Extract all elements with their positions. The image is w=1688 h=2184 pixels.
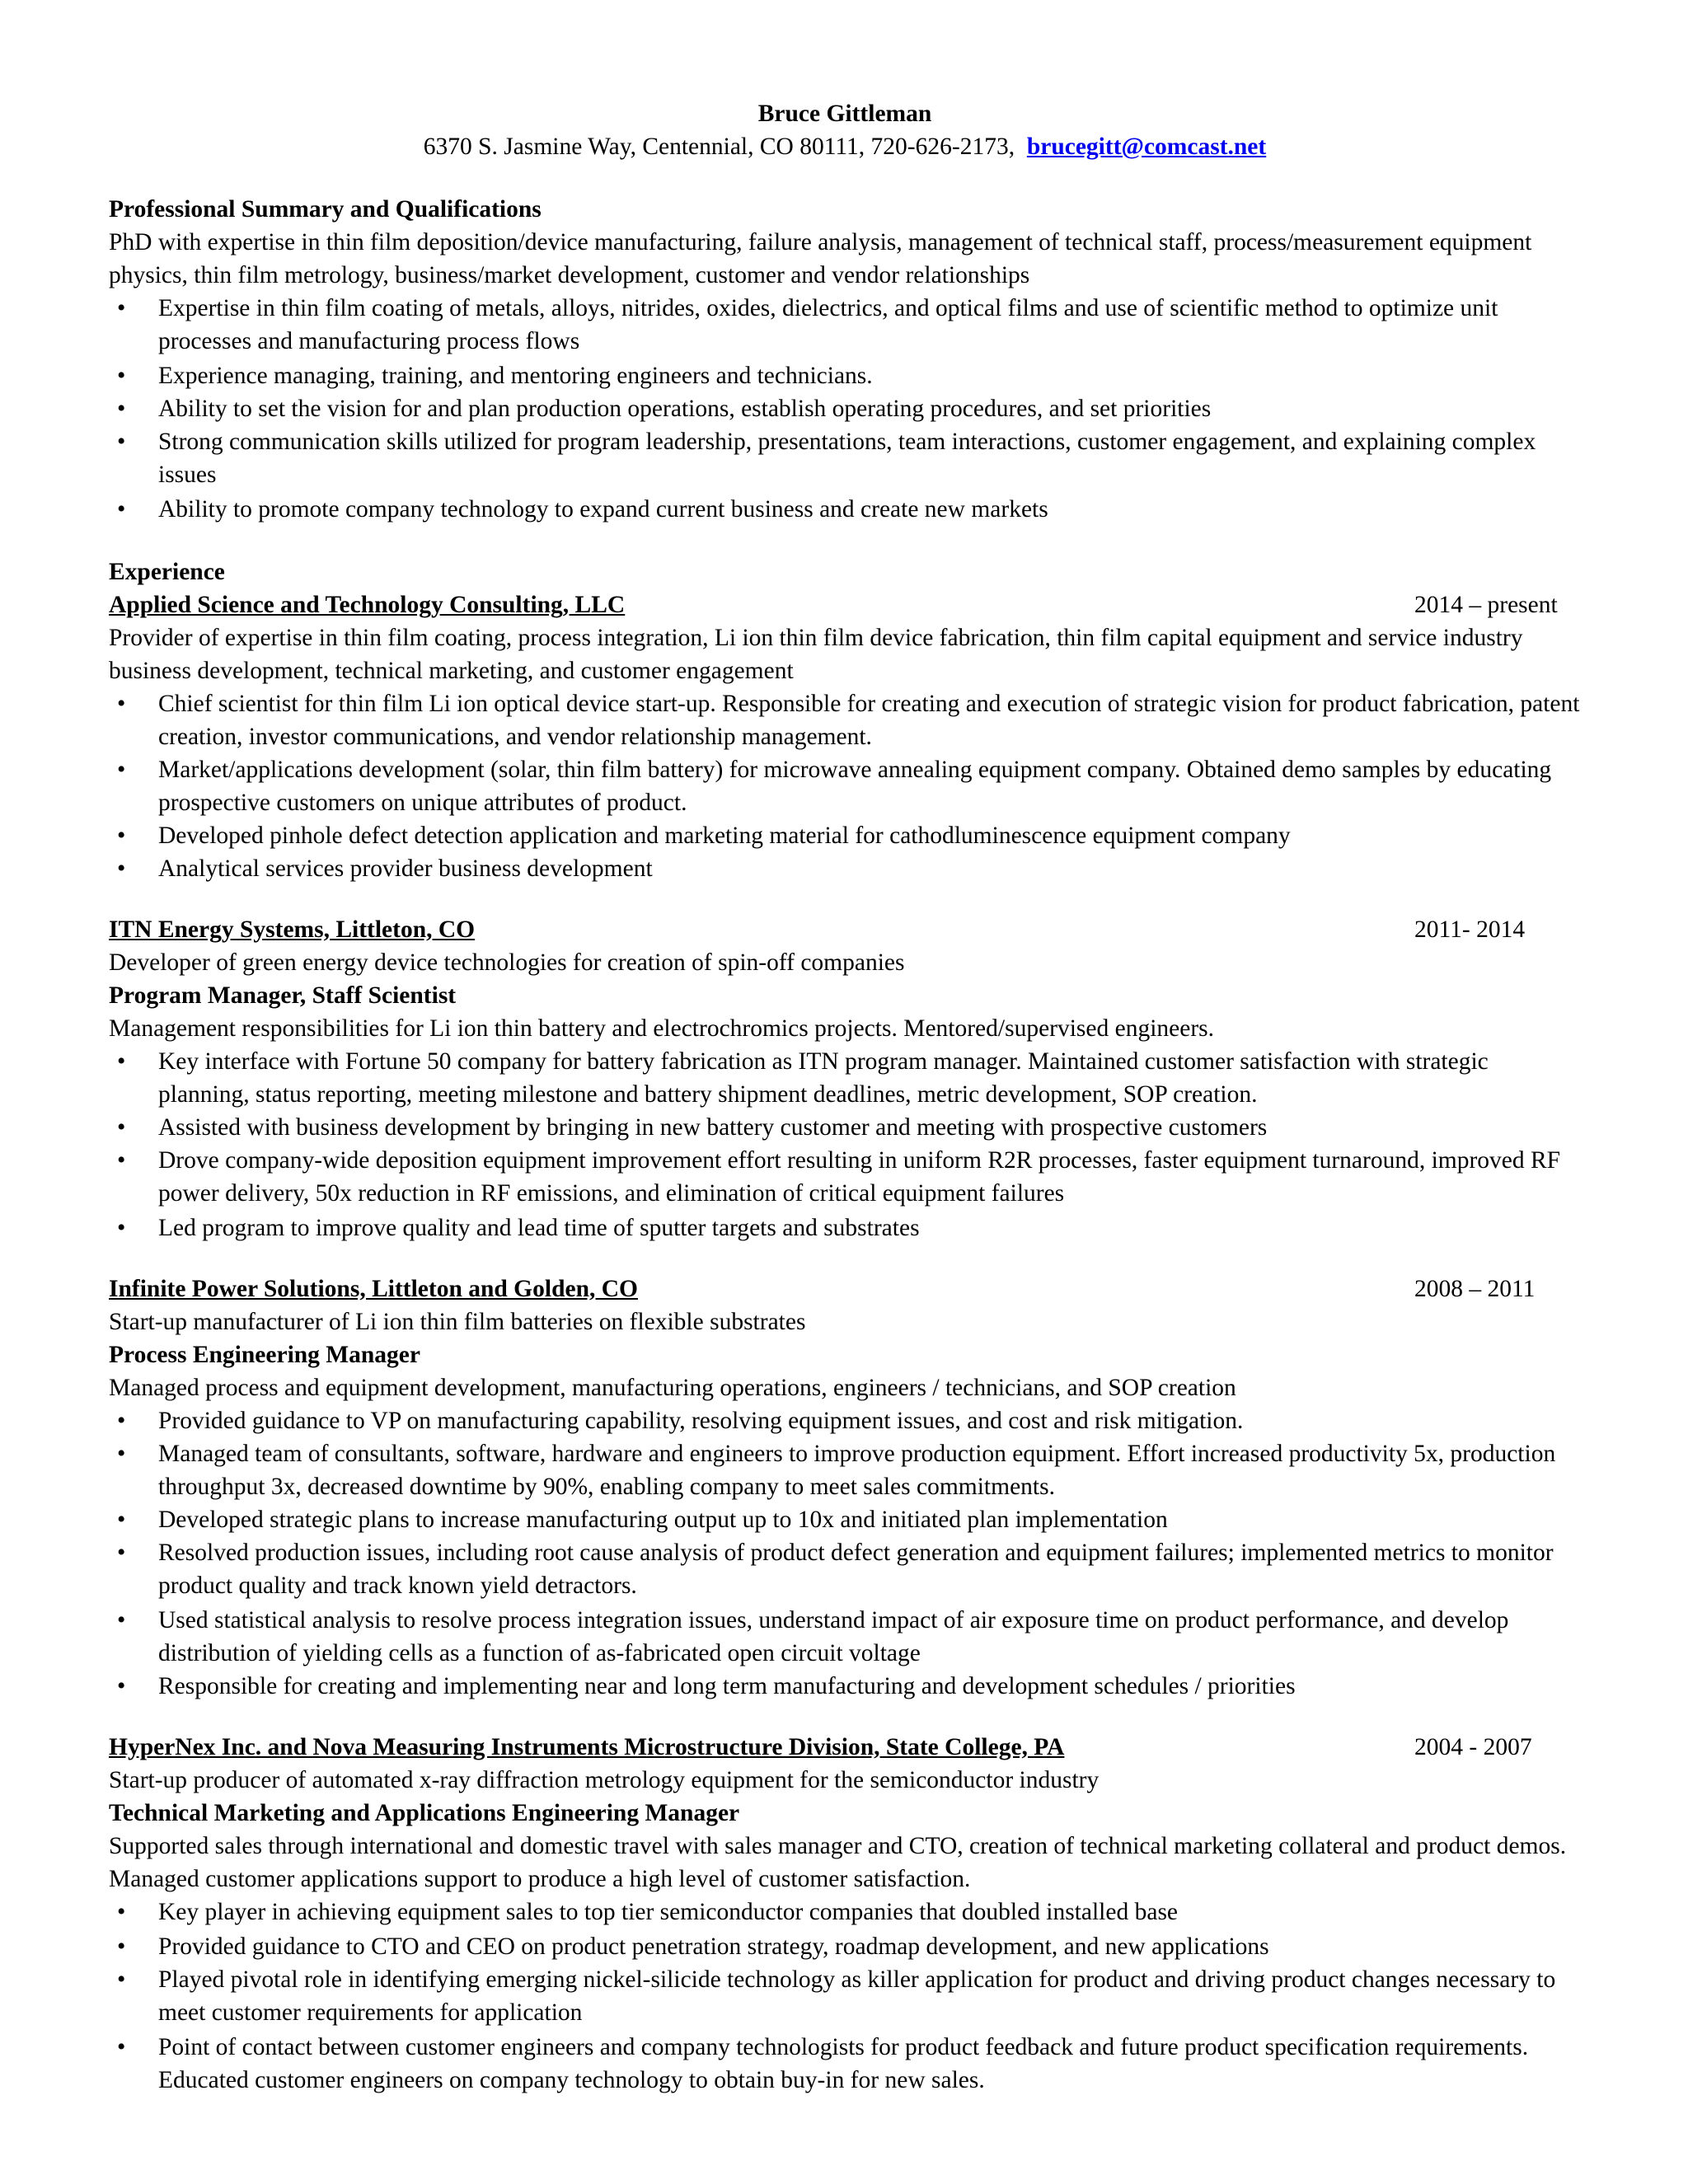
bullet-icon: • xyxy=(117,1540,126,1566)
job-bullet: • Responsible for creating and implementing near and long term manufacturing and development schedules / priorities xyxy=(109,1670,1581,1703)
company-name: HyperNex Inc. and Nova Measuring Instruments Microstructure Division, State College, PA xyxy=(109,1734,1065,1760)
job-bullet: • Chief scientist for thin film Li ion optical device start-up. Responsible for creating and execution of strategic vision for product fabrication, patent creation, investor communications, and vendor relationship management. xyxy=(109,687,1581,753)
summary-heading: Professional Summary and Qualifications xyxy=(109,196,542,223)
bullet-icon: • xyxy=(117,429,126,455)
job-dates: 2008 – 2011 xyxy=(1414,1276,1536,1302)
bullet-icon: • xyxy=(117,1048,126,1075)
bullet-icon: • xyxy=(117,1933,126,1960)
job-bullet: • Used statistical analysis to resolve process integration issues, understand impact of air exposure time on product performance, and develop distribution of yielding cells as a function of as-fabricated open circuit voltage xyxy=(109,1604,1581,1670)
job-bullets xyxy=(109,1045,1581,1244)
role-summary: Managed process and equipment development, manufacturing operations, engineers / technicians, and SOP creation xyxy=(109,1375,1236,1401)
job-bullet: • Key player in achieving equipment sales to top tier semiconductor companies that doubled installed base xyxy=(109,1896,1581,1929)
job-bullet: • Resolved production issues, including root cause analysis of product defect generation and equipment failures; implemented metrics to monitor product quality and track known yield detractors. xyxy=(109,1536,1581,1602)
bullet-icon: • xyxy=(117,2034,126,2060)
summary-bullet: • Expertise in thin film coating of metals, alloys, nitrides, oxides, dielectrics, and optical films and use of scientific method to optimize unit processes and manufacturing process flows xyxy=(109,292,1581,358)
company-description: Provider of expertise in thin film coating, process integration, Li ion thin film device fabrication, thin film capital equipment and service industry business development, technical marketing, and customer engagement xyxy=(109,625,1523,684)
contact-line xyxy=(109,130,1581,163)
job-role: Technical Marketing and Applications Engineering Manager xyxy=(109,1800,740,1826)
role-summary: Supported sales through international and domestic travel with sales manager and CTO, creation of technical marketing collateral and product demos. Managed customer applications support to produce a high level of customer satisfaction. xyxy=(109,1833,1567,1892)
bullet-icon: • xyxy=(117,1507,126,1533)
job-bullet: • Market/applications development (solar, thin film battery) for microwave annealing equipment company. Obtained demo samples by educating prospective customers on unique attributes of product. xyxy=(109,753,1581,819)
bullet-icon: • xyxy=(117,496,126,523)
job-bullet: • Assisted with business development by bringing in new battery customer and meeting with prospective customers xyxy=(109,1111,1581,1144)
bullet-icon: • xyxy=(117,1673,126,1699)
job-entry xyxy=(109,1272,1581,1703)
bullet-icon: • xyxy=(117,757,126,783)
bullet-icon: • xyxy=(117,1607,126,1633)
bullet-icon: • xyxy=(117,691,126,717)
job-bullet: • Provided guidance to CTO and CEO on product penetration strategy, roadmap development, and new applications xyxy=(109,1930,1581,1963)
bullet-icon: • xyxy=(117,823,126,849)
bullet-icon: • xyxy=(117,1215,126,1241)
company-name: Applied Science and Technology Consulting, LLC xyxy=(109,592,626,618)
job-bullet: • Provided guidance to VP on manufacturing capability, resolving equipment issues, and cost and risk mitigation. xyxy=(109,1404,1581,1437)
company-name: ITN Energy Systems, Littleton, CO xyxy=(109,916,476,943)
job-dates: 2004 - 2007 xyxy=(1414,1734,1532,1760)
job-bullet: • Key interface with Fortune 50 company for battery fabrication as ITN program manager. Maintained customer satisfaction with strategic planning, status reporting, meeting milestone and battery shipment deadlines, metric development, SOP creation. xyxy=(109,1045,1581,1111)
job-bullets xyxy=(109,687,1581,885)
job-bullet: • Developed strategic plans to increase manufacturing output up to 10x and initiated plan implementation xyxy=(109,1503,1581,1536)
summary-bullet: • Ability to set the vision for and plan production operations, establish operating procedures, and set priorities xyxy=(109,392,1581,425)
summary-bullet: • Strong communication skills utilized for program leadership, presentations, team interactions, customer engagement, and explaining complex issues xyxy=(109,425,1581,491)
job-bullets xyxy=(109,1896,1581,2097)
bullet-icon: • xyxy=(117,363,126,389)
job-header xyxy=(109,1731,1581,1764)
bullet-icon: • xyxy=(117,396,126,422)
company-description: Start-up manufacturer of Li ion thin film batteries on flexible substrates xyxy=(109,1309,806,1335)
job-role: Program Manager, Staff Scientist xyxy=(109,982,457,1009)
job-entry xyxy=(109,913,1581,1244)
bullet-icon: • xyxy=(117,1441,126,1467)
job-bullet: • Analytical services provider business development xyxy=(109,852,1581,885)
resume-page xyxy=(109,97,1581,2097)
candidate-name: Bruce Gittleman xyxy=(757,101,932,127)
company-description: Developer of green energy device technologies for creation of spin-off companies xyxy=(109,949,905,976)
job-role: Process Engineering Manager xyxy=(109,1342,420,1368)
job-bullets xyxy=(109,1404,1581,1703)
job-bullet: • Led program to improve quality and lead time of sputter targets and substrates xyxy=(109,1212,1581,1244)
bullet-icon: • xyxy=(117,855,126,882)
job-header xyxy=(109,1272,1581,1305)
job-bullet: • Played pivotal role in identifying emerging nickel-silicide technology as killer application for product and driving product changes necessary to meet customer requirements for application xyxy=(109,1963,1581,2029)
job-entry xyxy=(109,1731,1581,2097)
contact-details: 6370 S. Jasmine Way, Centennial, CO 80111, 720-626-2173, xyxy=(423,134,1015,160)
job-bullet: • Point of contact between customer engineers and company technologists for product feedback and future product specification requirements. Educated customer engineers on company technology to obtain buy-in for new sales. xyxy=(109,2031,1581,2097)
bullet-icon: • xyxy=(117,1408,126,1434)
job-bullet: • Managed team of consultants, software, hardware and engineers to improve production equipment. Effort increased productivity 5x, production throughput 3x, decreased downtime by 90%, enabling company to meet sales commitments. xyxy=(109,1437,1581,1503)
job-bullet: • Developed pinhole defect detection application and marketing material for cathodluminescence equipment company xyxy=(109,819,1581,852)
job-header xyxy=(109,588,1581,621)
company-name: Infinite Power Solutions, Littleton and Golden, CO xyxy=(109,1276,638,1302)
bullet-icon: • xyxy=(117,1147,126,1174)
job-header xyxy=(109,913,1581,946)
email-link[interactable]: brucegitt@comcast.net xyxy=(1026,134,1267,160)
bullet-icon: • xyxy=(117,1899,126,1925)
bullet-icon: • xyxy=(117,1114,126,1141)
experience-heading: Experience xyxy=(109,559,225,585)
summary-bullets xyxy=(109,292,1581,526)
summary-bullet: • Ability to promote company technology to expand current business and create new markets xyxy=(109,493,1581,526)
summary-bullet: • Experience managing, training, and mentoring engineers and technicians. xyxy=(109,359,1581,392)
job-dates: 2011- 2014 xyxy=(1414,916,1526,943)
bullet-icon: • xyxy=(117,1966,126,1993)
company-description: Start-up producer of automated x-ray diffraction metrology equipment for the semiconductor industry xyxy=(109,1767,1100,1793)
job-bullet: • Drove company-wide deposition equipment improvement effort resulting in uniform R2R processes, faster equipment turnaround, improved RF power delivery, 50x reduction in RF emissions, and elimination of critical equipment failures xyxy=(109,1144,1581,1210)
role-summary: Management responsibilities for Li ion thin battery and electrochromics projects. Mentored/supervised engineers. xyxy=(109,1015,1215,1042)
summary-text: PhD with expertise in thin film deposition/device manufacturing, failure analysis, management of technical staff, process/measurement equipment physics, thin film metrology, business/market development, customer and vendor relationships xyxy=(109,229,1532,288)
job-entry xyxy=(109,588,1581,885)
bullet-icon: • xyxy=(117,295,126,321)
job-dates: 2014 – present xyxy=(1414,592,1558,618)
